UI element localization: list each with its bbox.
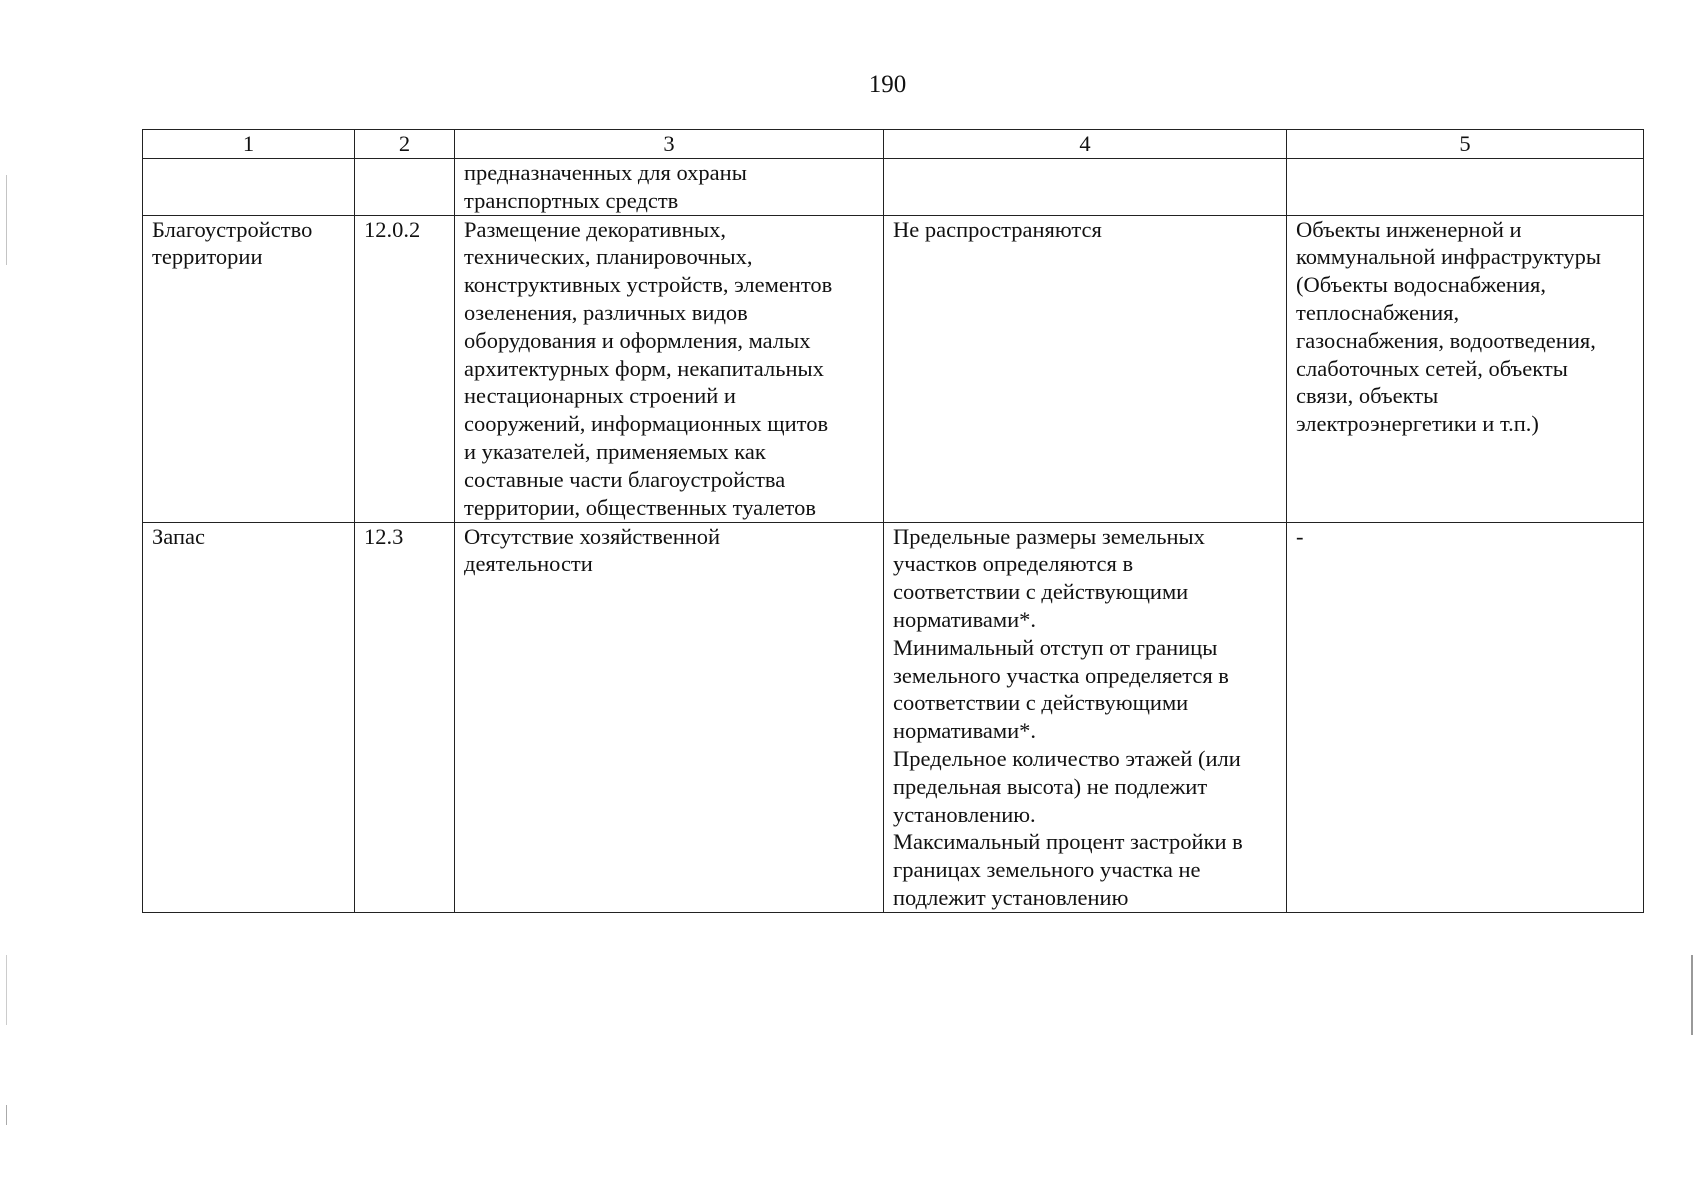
table-cell: предназначенных для охраны транспортных средств [455,159,884,216]
table-cell: Предельные размеры земельных участков определяются в соответствии с действующими нормативами*. Минимальный отступ от границы земельного участка определяется в соответствии с действующими нормативами*. Предельное количество этажей (или предельная высота) не подлежит установлению. Максимальный процент застройки в границах земельного участка не подлежит установлению [884,522,1287,912]
table-row [143,522,1644,912]
table-cell: Размещение декоративных, технических, планировочных, конструктивных устройств, элементов озеленения, различных видов оборудования и оформления, малых архитектурных форм, некапитальных нестационарных строений и сооружений, информационных щитов и указателей, применяемых как составные части благоустройства территории, общественных туалетов [455,215,884,522]
column-header-3: 3 [455,130,884,159]
column-header-1: 1 [143,130,355,159]
table-header-row [143,130,1644,159]
scan-artifact [1691,955,1693,1035]
table-cell: Объекты инженерной и коммунальной инфраструктуры (Объекты водоснабжения, теплоснабжения, газоснабжения, водоотведения, слаботочных сетей, объекты связи, объекты электроэнергетики и т.п.) [1287,215,1644,522]
table-cell: Не распространяются [884,215,1287,522]
scan-artifact [6,955,7,1025]
table-row [143,215,1644,522]
column-header-2: 2 [355,130,455,159]
page-number: 190 [868,71,907,98]
column-header-4: 4 [884,130,1287,159]
scan-artifact [6,175,7,265]
table-cell [884,159,1287,216]
table-cell: 12.0.2 [355,215,455,522]
table-row [143,159,1644,216]
zoning-table [142,129,1644,913]
column-header-5: 5 [1287,130,1644,159]
table-cell: Отсутствие хозяйственной деятельности [455,522,884,912]
table-cell: Благоустройство территории [143,215,355,522]
table-cell [355,159,455,216]
table-cell: Запас [143,522,355,912]
table-cell: 12.3 [355,522,455,912]
table-cell: - [1287,522,1644,912]
table-cell [1287,159,1644,216]
scan-artifact [6,1105,7,1125]
table-cell [143,159,355,216]
